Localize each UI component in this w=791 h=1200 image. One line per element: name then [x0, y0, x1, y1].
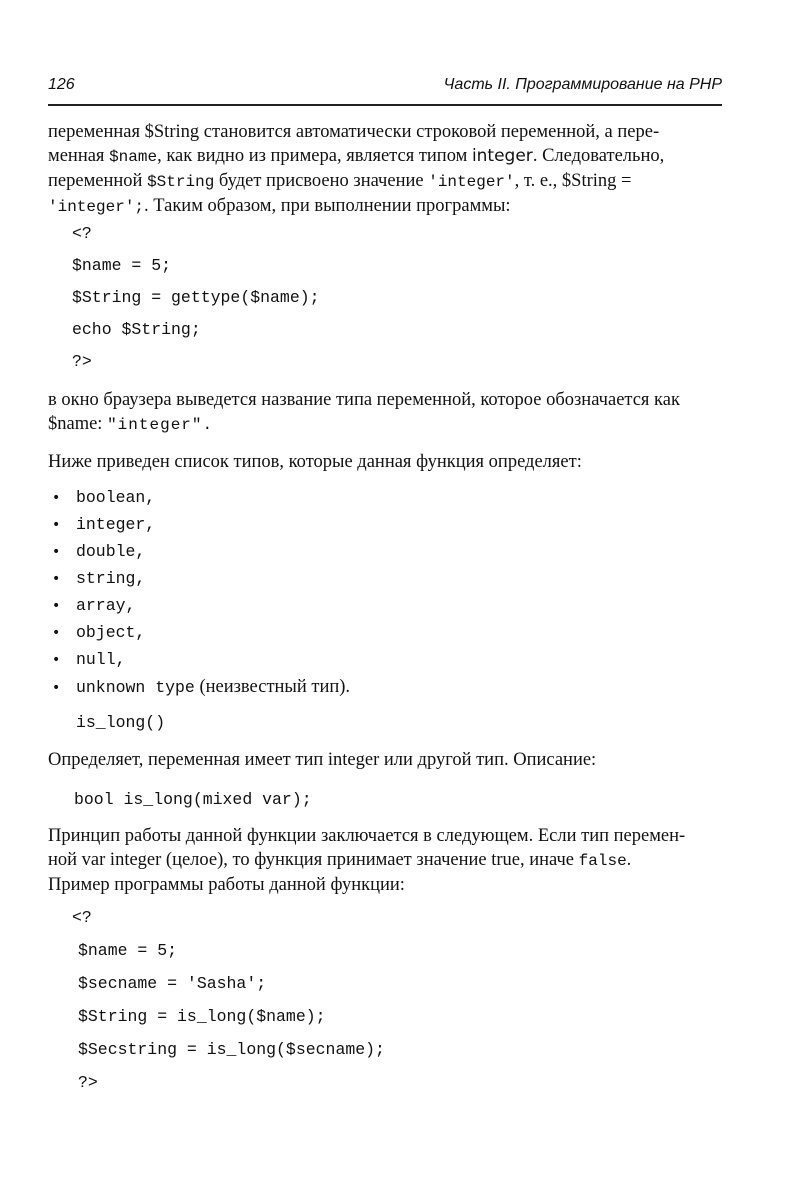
code-line: $String = gettype($name);	[72, 288, 320, 307]
paragraph-types-intro: Ниже приведен список типов, которые данная функция определяет:	[48, 452, 582, 472]
paragraph-line: переменная $String становится автоматически строковой переменной, а пере-	[48, 122, 660, 142]
paragraph-line: $name: "integer".	[48, 414, 214, 434]
bullet-icon: •	[52, 680, 61, 696]
code-line: $name = 5;	[78, 941, 178, 960]
list-item: • double,	[52, 542, 146, 561]
list-item: • string,	[52, 569, 146, 588]
bullet-icon: •	[52, 652, 61, 668]
code-line: ?>	[72, 352, 92, 371]
paragraph-output	[48, 388, 724, 437]
bullet-icon: •	[52, 517, 61, 533]
code-line: $secname = 'Sasha';	[78, 974, 267, 993]
list-item: • null,	[52, 650, 126, 669]
list-item: • unknown type (неизвестный тип).	[52, 677, 351, 697]
code-line: $name = 5;	[72, 256, 172, 275]
bullet-icon: •	[52, 598, 61, 614]
code-line: ?>	[78, 1073, 98, 1092]
paragraph-description: Определяет, переменная имеет тип integer или другой тип. Описание:	[48, 750, 597, 770]
bullet-icon: •	[52, 490, 61, 506]
list-item: • object,	[52, 623, 146, 642]
function-heading: is_long()	[76, 713, 166, 732]
bullet-icon: •	[52, 571, 61, 587]
bullet-icon: •	[52, 625, 61, 641]
chapter-title: Часть II. Программирование на PHP	[443, 76, 722, 93]
paragraph-line: в окно браузера выведется название типа переменной, которое обозначается как	[48, 390, 680, 410]
code-line: echo $String;	[72, 320, 201, 339]
code-line: $String = is_long($name);	[78, 1007, 326, 1026]
paragraph-principle	[48, 824, 724, 897]
paragraph-line: 'integer';. Таким образом, при выполнении программы:	[48, 196, 511, 216]
page-number: 126	[48, 76, 75, 93]
paragraph-line: ной var integer (целое), то функция принимает значение true, иначе false.	[48, 850, 632, 870]
paragraph-line: переменной $String будет присвоено значение 'integer', т. е., $String =	[48, 171, 632, 191]
list-item: • integer,	[52, 515, 156, 534]
list-item: • array,	[52, 596, 136, 615]
header-rule	[48, 104, 722, 106]
paragraph-intro	[48, 120, 724, 219]
paragraph-line: Принцип работы данной функции заключается в следующем. Если тип перемен-	[48, 826, 686, 846]
list-item: • boolean,	[52, 488, 156, 507]
paragraph-line: менная $name, как видно из примера, является типом integer. Следовательно,	[48, 146, 665, 166]
bullet-icon: •	[52, 544, 61, 560]
code-line: <?	[72, 224, 92, 243]
code-line: $Secstring = is_long($secname);	[78, 1040, 385, 1059]
function-signature: bool is_long(mixed var);	[74, 790, 312, 809]
code-line: <?	[72, 908, 92, 927]
paragraph-line: Пример программы работы данной функции:	[48, 875, 405, 895]
